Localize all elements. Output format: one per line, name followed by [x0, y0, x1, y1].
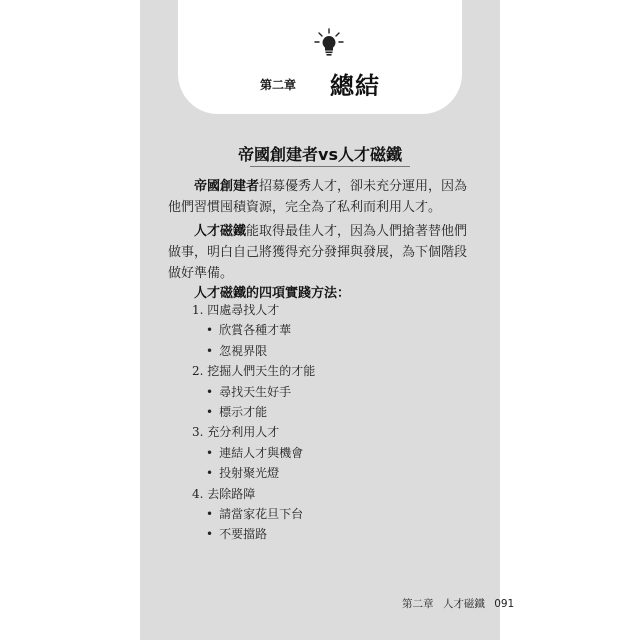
method-sub-item: • 連結人才與機會: [192, 443, 452, 463]
method-sub-item: • 投射聚光燈: [192, 463, 452, 483]
paragraph-lead: 人才磁鐵: [194, 224, 247, 239]
section-title: 帝國創建者vs人才磁鐵: [238, 145, 402, 164]
method-sub-item: • 欣賞各種才華: [192, 320, 452, 340]
method-item: 3. 充分利用人才: [192, 425, 280, 440]
page-number: 091: [494, 598, 515, 610]
section-divider: [250, 166, 410, 167]
method-item: 4. 去除路障: [192, 486, 256, 501]
paragraph-empire-builder: [168, 176, 478, 218]
chapter-label: 第二章: [260, 78, 297, 92]
paragraph-text: 能取得最佳人才，因為人們搶著替他們做事，明白自己將獲得充分發揮與發展，為下個階段做好準備。: [168, 224, 468, 281]
methods-title: 人才磁鐵的四項實踐方法：: [194, 286, 351, 301]
paragraph-text: 招募優秀人才，卻未充分運用，因為他們習慣囤積資源，完全為了私利而利用人才。: [168, 179, 468, 215]
method-item: 2. 挖掘人們天生的才能: [192, 364, 316, 379]
method-item: 1. 四處尋找人才: [192, 303, 280, 317]
methods-list: [192, 300, 452, 545]
method-sub-item: • 忽視界限: [192, 341, 452, 361]
chapter-title: 總結: [330, 72, 380, 100]
footer-chapter: 第二章: [402, 598, 434, 610]
method-sub-item: • 不要擋路: [192, 524, 452, 544]
page-footer: [402, 596, 520, 611]
method-sub-item: • 標示才能: [192, 402, 452, 422]
method-sub-item: • 尋找天生好手: [192, 382, 452, 402]
paragraph-talent-magnet: [168, 221, 478, 284]
footer-chapter-name: 人才磁鐵: [442, 598, 485, 610]
paragraph-lead: 帝國創建者: [194, 179, 260, 194]
lightbulb-icon: [314, 28, 344, 58]
method-sub-item: • 請當家花旦下台: [192, 504, 452, 524]
